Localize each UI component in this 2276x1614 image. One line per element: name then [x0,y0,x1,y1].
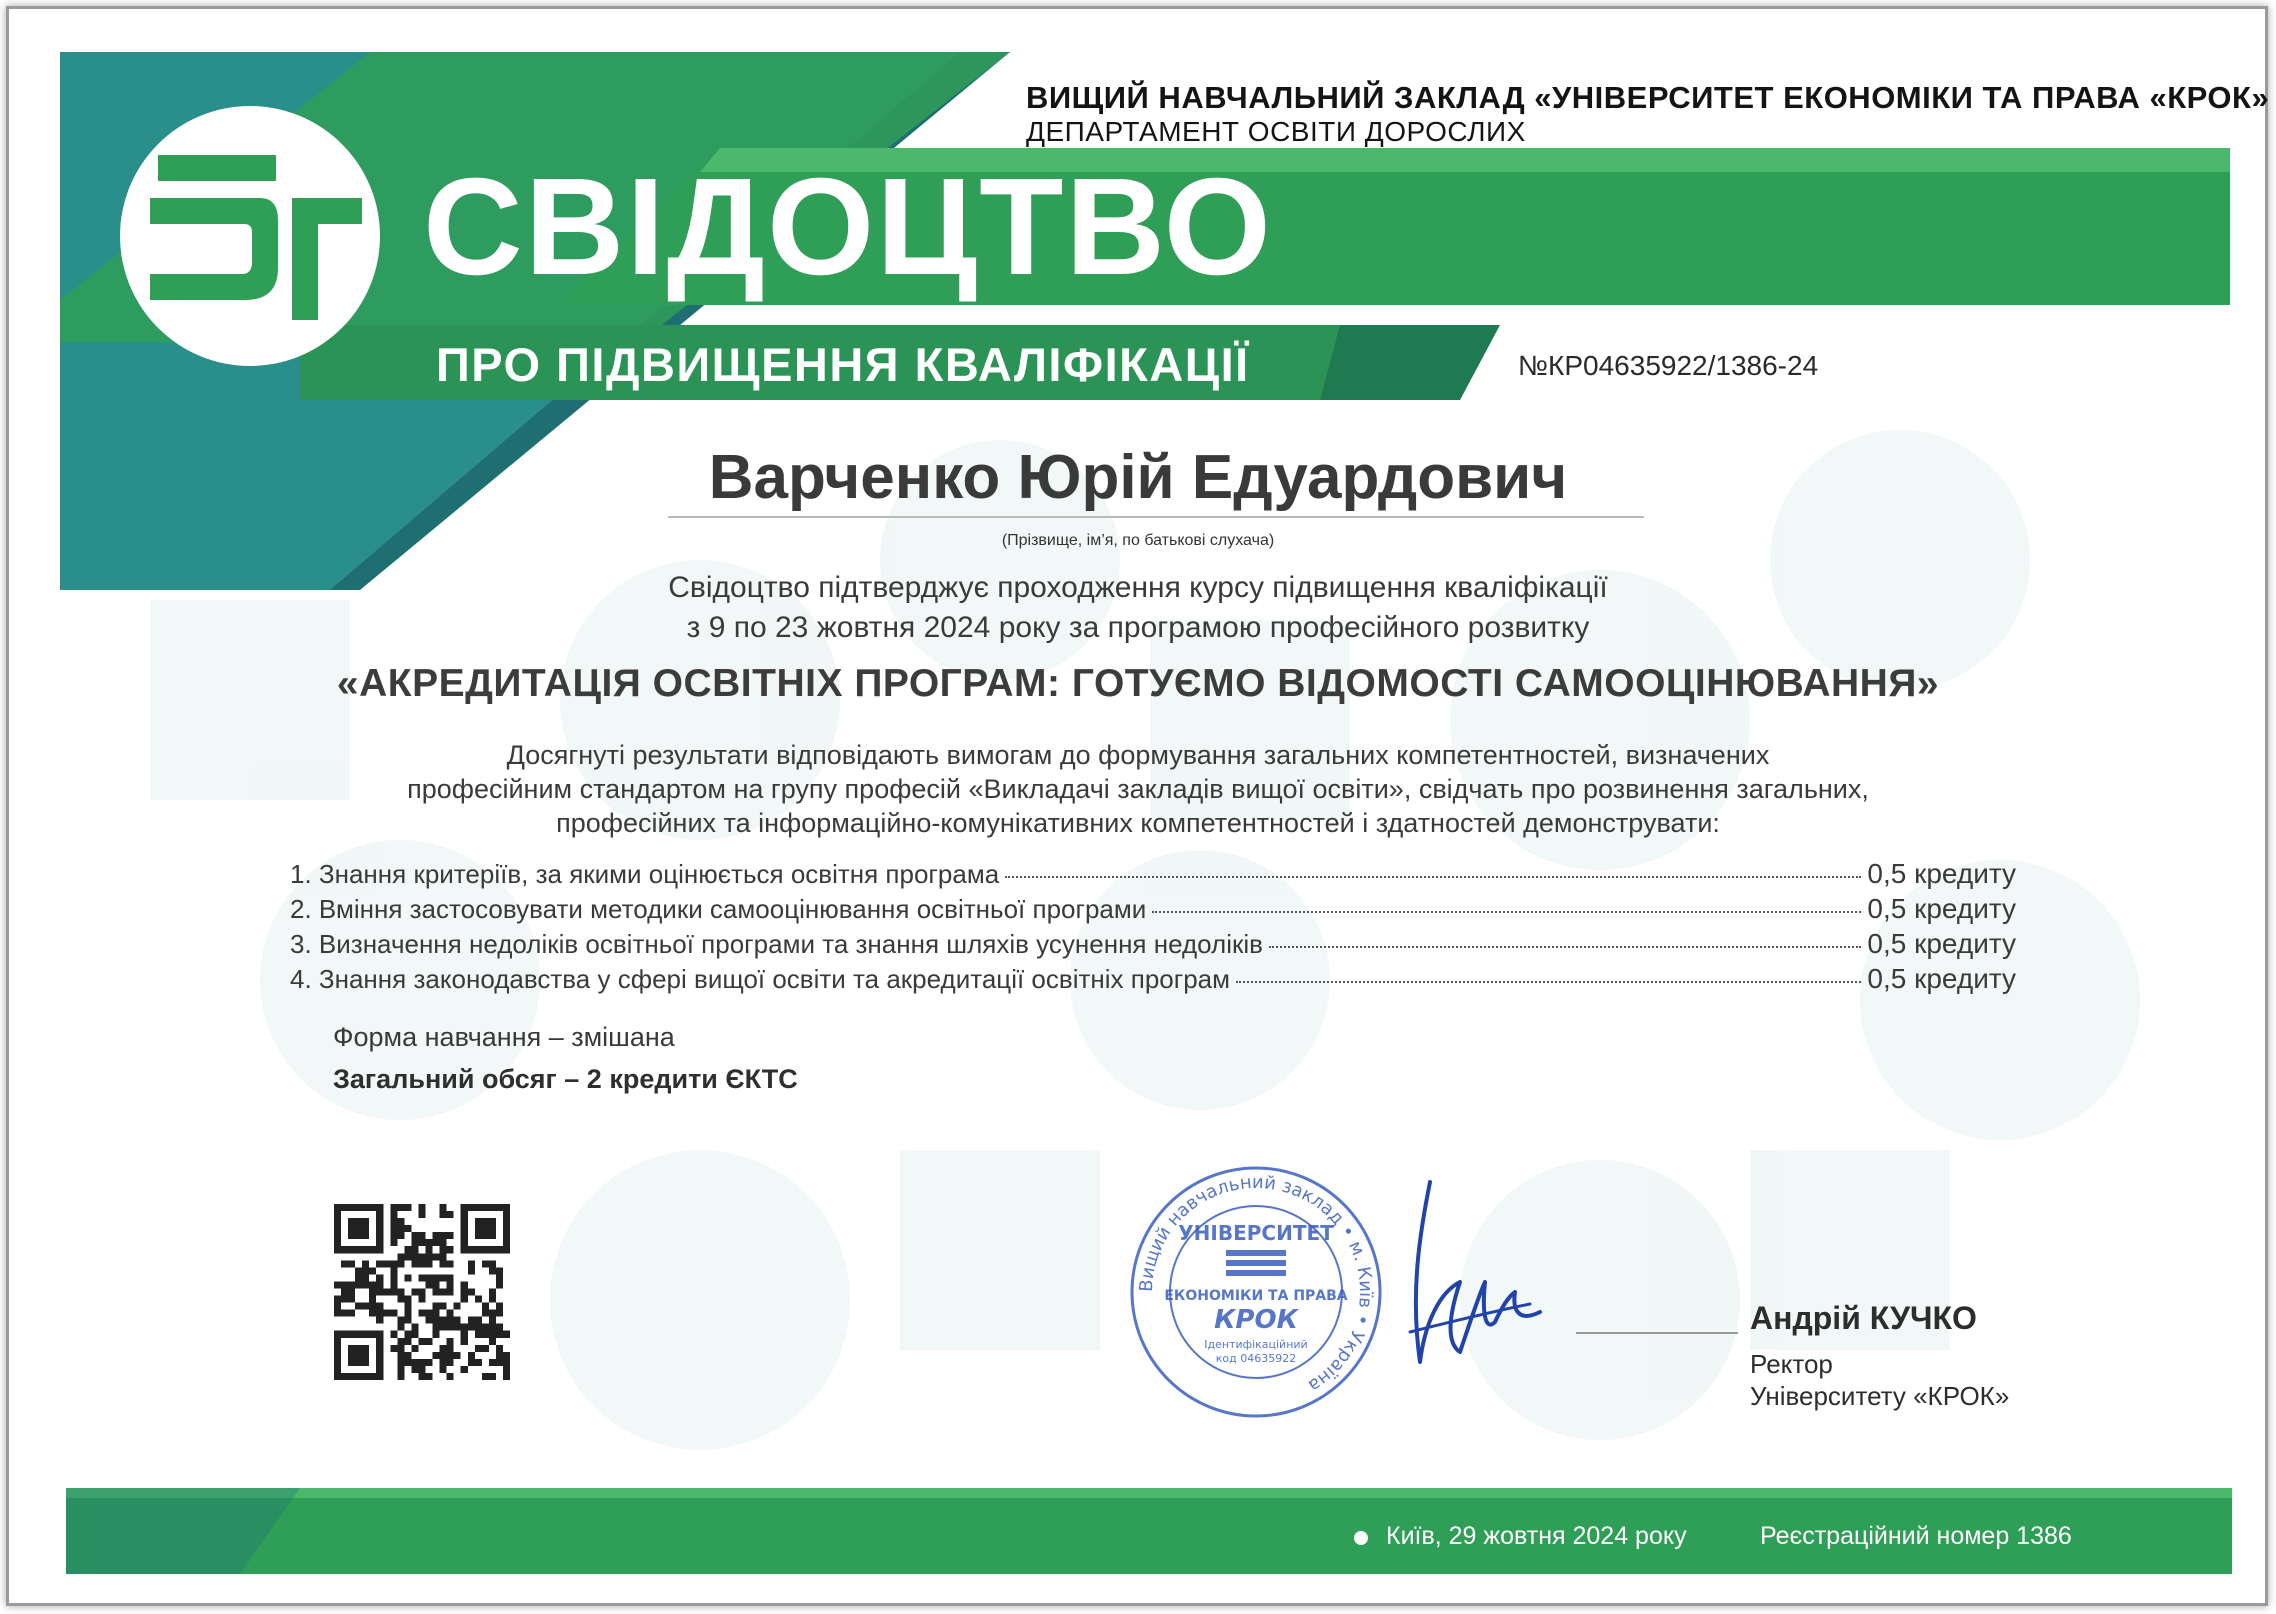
stamp-line-3: КРОК [1214,1305,1298,1335]
holder-name-caption: (Прізвище, ім’я, по батькові слухача) [1001,532,1275,549]
outcome-label: 2. Вміння застосовувати методики самооцінювання освітньої програми [290,894,1147,924]
results-line-2: професійним стандартом на групу професій «Викладачі закладів вищої освіти», свідчать про розвинення загальних, [407,774,1869,804]
outcome-label: 3. Визначення недоліків освітньої програми та знання шляхів усунення недоліків [290,929,1263,959]
results-line-3: професійних та інформаційно-комунікативних компетентностей і здатностей демонструвати: [556,808,1720,838]
certificate-number: №КР04635922/1386-24 [1518,350,1819,381]
program-title: «АКРЕДИТАЦІЯ ОСВІТНІХ ПРОГРАМ: ГОТУЄМО ВІДОМОСТІ САМООЦІНЮВАННЯ» [336,662,1940,705]
outcome-item [290,893,2016,928]
dot-leader [1269,946,1861,948]
outcome-item [290,928,2016,963]
stamp-outer-text: Вищий навчальний заклад • м. Київ • Україна [1135,1171,1377,1397]
signature-icon [1390,1172,1550,1392]
holder-name: Варченко Юрій Едуардович [708,443,1568,512]
outcome-item [290,963,2016,998]
dot-leader [1005,876,1861,878]
stamp-line-5: код 04635922 [1215,1352,1297,1365]
intro-text [0,568,2276,648]
dot-leader [1236,981,1861,983]
intro-line-2: з 9 по 23 жовтня 2024 року за програмою професійного розвитку [686,611,1590,644]
outcome-credits: 0,5 кредиту [1867,963,2016,994]
signer-position-line-2: Університету «КРОК» [1750,1381,2010,1411]
stamp-line-4: Ідентифікаційний [1204,1338,1308,1351]
dot-leader [1152,911,1861,913]
footer-registration: Реєстраційний номер 1386 [1760,1522,2072,1550]
qr-code-icon[interactable] [334,1204,510,1380]
outcomes-list [290,858,2016,998]
study-mode: Форма навчання – змішана [333,1022,675,1052]
signer-position-line-1: Ректор [1750,1349,1833,1379]
outcome-credits: 0,5 кредиту [1867,893,2016,924]
certificate-title: СВІДОЦТВО [423,150,1273,304]
signer-name: Андрій КУЧКО [1750,1300,1977,1336]
intro-line-1: Свідоцтво підтверджує проходження курсу підвищення кваліфікації [668,571,1608,604]
footer-place-date: Київ, 29 жовтня 2024 року [1386,1522,1687,1550]
signer-position [1750,1348,2009,1412]
institution-name: ВИЩИЙ НАВЧАЛЬНИЙ ЗАКЛАД «УНІВЕРСИТЕТ ЕКОНОМІКИ ТА ПРАВА «КРОК» [1026,80,2270,115]
outcome-credits: 0,5 кредиту [1867,928,2016,959]
certificate-subtitle: ПРО ПІДВИЩЕННЯ КВАЛІФІКАЦІЇ [436,338,1250,391]
signature-line [1576,1332,1738,1334]
outcome-label: 1. Знання критеріїв, за якими оцінюється освітня програма [290,859,1000,889]
stamp-line-1: УНІВЕРСИТЕТ [1178,1221,1334,1245]
outcome-item [290,858,2016,893]
outcome-label: 4. Знання законодавства у сфері вищої освіти та акредитації освітніх програм [290,964,1231,994]
total-volume: Загальний обсяг – 2 кредити ЄКТС [333,1064,798,1094]
stamp-emblem-icon [1226,1250,1286,1276]
stamp-line-2: ЕКОНОМІКИ ТА ПРАВА [1164,1288,1348,1304]
results-text [0,738,2276,840]
bullet-icon [1354,1531,1368,1545]
outcome-credits: 0,5 кредиту [1867,858,2016,889]
stamp-seal-icon [1126,1162,1386,1422]
name-underline [668,516,1644,518]
results-line-1: Досягнуті результати відповідають вимогам до формування загальних компетентностей, визначених [506,740,1770,770]
department-name: ДЕПАРТАМЕНТ ОСВІТИ ДОРОСЛИХ [1026,116,1526,147]
